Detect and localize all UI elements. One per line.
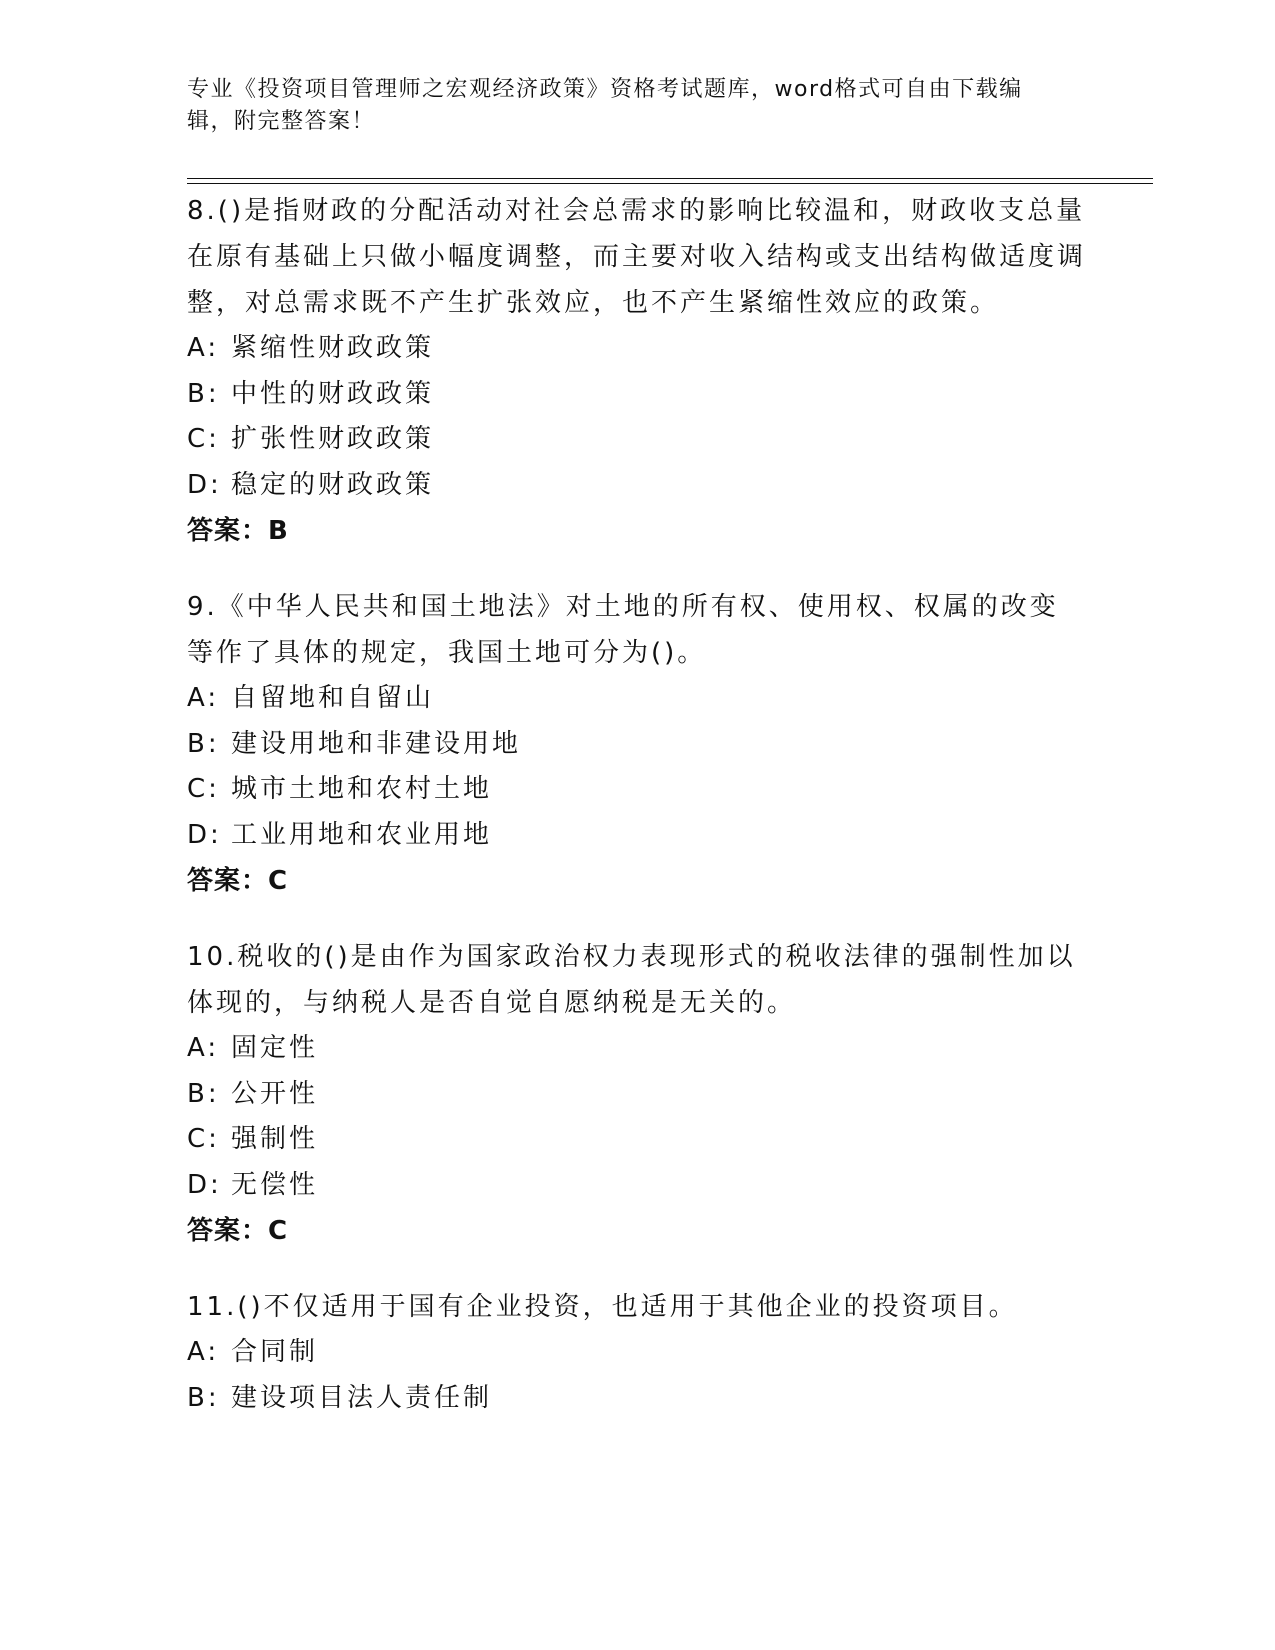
- option-text: 固定性: [231, 1033, 319, 1063]
- option-c: [187, 417, 1087, 463]
- option-a: [187, 676, 1087, 722]
- option-b: [187, 722, 1087, 768]
- question-stem: 10.税收的()是由作为国家政治权力表现形式的税收法律的强制性加以体现的，与纳税人是否自觉自愿纳税是无关的。: [187, 942, 1076, 1018]
- option-a: [187, 1026, 1087, 1072]
- option-text: 紧缩性财政政策: [231, 333, 435, 363]
- option-text: 中性的财政政策: [231, 378, 435, 409]
- option-letter: D:: [187, 469, 222, 500]
- option-d: [187, 1163, 1087, 1209]
- option-b: [187, 1376, 1087, 1422]
- question-list: [187, 188, 1087, 1451]
- option-text: 无偿性: [231, 1169, 319, 1200]
- question-stem: 11.()不仅适用于国有企业投资，也适用于其他企业的投资项目。: [187, 1292, 1018, 1322]
- question-stem: 8.()是指财政的分配活动对社会总需求的影响比较温和，财政收支总量在原有基础上只做小幅度调整，而主要对收入结构或支出结构做适度调整，对总需求既不产生扩张效应，也不产生紧缩性效应的政策。: [187, 196, 1087, 318]
- option-text: 稳定的财政政策: [231, 469, 435, 500]
- option-letter: A:: [187, 1337, 220, 1367]
- document-header: 专业《投资项目管理师之宏观经济政策》资格考试题库，word格式可自由下载编辑，附完整答案！: [187, 77, 1023, 134]
- header-divider: [187, 183, 1153, 184]
- option-letter: B:: [187, 1382, 220, 1413]
- option-text: 自留地和自留山: [231, 683, 435, 713]
- option-d: [187, 813, 1087, 859]
- question-11: [187, 1284, 1087, 1421]
- option-letter: B:: [187, 728, 220, 759]
- option-letter: B:: [187, 378, 220, 409]
- question-10: [187, 934, 1087, 1254]
- option-d: [187, 463, 1087, 509]
- answer-line: 答案：B: [187, 516, 289, 546]
- question-stem: 9.《中华人民共和国土地法》对土地的所有权、使用权、权属的改变等作了具体的规定，我国土地可分为()。: [187, 592, 1059, 668]
- option-text: 建设用地和非建设用地: [231, 728, 522, 759]
- header-divider: [187, 178, 1153, 179]
- answer-line: 答案：C: [187, 1216, 289, 1246]
- option-text: 建设项目法人责任制: [231, 1382, 493, 1413]
- option-letter: C:: [187, 1124, 220, 1154]
- option-letter: A:: [187, 1033, 220, 1063]
- option-c: [187, 1117, 1087, 1163]
- option-text: 扩张性财政政策: [231, 424, 435, 454]
- option-letter: C:: [187, 774, 220, 804]
- option-text: 强制性: [231, 1124, 319, 1154]
- option-text: 工业用地和农业用地: [231, 819, 493, 850]
- option-letter: B:: [187, 1078, 220, 1109]
- option-text: 城市土地和农村土地: [231, 774, 493, 804]
- answer-line: 答案：C: [187, 866, 289, 896]
- option-letter: C:: [187, 424, 220, 454]
- option-letter: A:: [187, 683, 220, 713]
- option-b: [187, 372, 1087, 418]
- option-letter: D:: [187, 1169, 222, 1200]
- option-text: 公开性: [231, 1078, 319, 1109]
- question-9: [187, 584, 1087, 904]
- option-a: [187, 326, 1087, 372]
- option-b: [187, 1072, 1087, 1118]
- question-8: [187, 188, 1087, 554]
- option-a: [187, 1330, 1087, 1376]
- option-letter: A:: [187, 333, 220, 363]
- option-letter: D:: [187, 819, 222, 850]
- option-text: 合同制: [231, 1337, 319, 1367]
- option-c: [187, 767, 1087, 813]
